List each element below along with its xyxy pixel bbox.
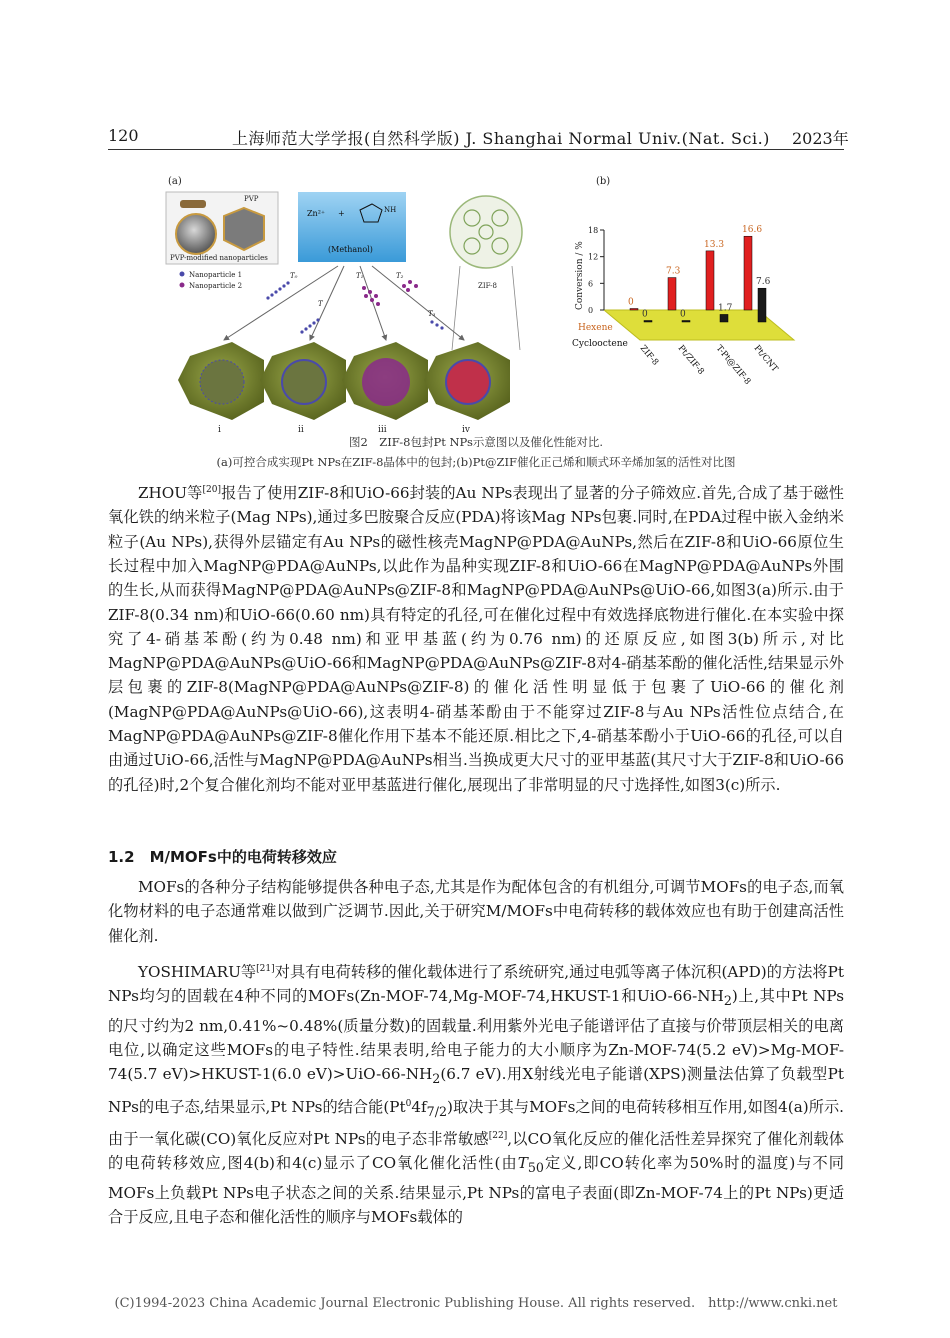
arrow-t: T xyxy=(318,300,323,308)
citation-20: [20] xyxy=(202,485,221,495)
para1-text-1: ZHOU等 xyxy=(138,484,203,503)
para3-text-4: (6.7 eV).用X射线光电子能谱(XPS)测量法估算了负载型Pt NPs的电子态,结果显示,Pt NPs的结合能(Pt xyxy=(108,1065,844,1116)
figure-caption-detail: (a)可控合成实现Pt NPs在ZIF-8晶体中的包封;(b)Pt@ZIF催化正己烯和顺式环辛烯加氢的活性对比图 xyxy=(216,455,736,469)
arrow-t3: T₃ xyxy=(428,310,436,318)
y-tick-label: 0 xyxy=(588,306,594,315)
crystal-iv xyxy=(424,342,510,420)
para3-text-2: 对具有电荷转移的催化载体进行了系统研究,通过电弧等离子体沉积(APD)的方法将Pt NPs均匀的固载在4种不同的MOFs(Zn-MOF-74,Mg-MOF-74,HKUST-1和UiO-66-NH xyxy=(108,963,844,1006)
bar-label-cyclooctene-2: 1.7 xyxy=(718,303,733,314)
t50-subscript: 50 xyxy=(527,1160,544,1176)
row-label-hexene: Hexene xyxy=(578,323,613,333)
page-number: 120 xyxy=(108,126,139,145)
para3-text-1: YOSHIMARU等 xyxy=(138,963,257,982)
np-dots-1 xyxy=(266,281,289,299)
para3-text-5: 4f xyxy=(411,1097,427,1116)
category-label-2: T-Pt@ZIF-8 xyxy=(713,343,753,387)
legend-np1: Nanoparticle 1 xyxy=(189,271,243,279)
para3-text-7: ,以CO氧化反应的催化活性差异探究了催化剂载体的电荷转移效应,图4(b)和4(c)显示了CO氧化催化活性(由 xyxy=(108,1130,844,1173)
bar-label-cyclooctene-0: 0 xyxy=(642,309,648,320)
np-dots-4 xyxy=(402,280,418,292)
header-rule xyxy=(108,149,844,150)
bar-cyclooctene-3 xyxy=(758,288,766,322)
y-tick-label: 12 xyxy=(588,252,599,262)
para1-text-2: 报告了使用ZIF-8和UiO-66封装的Au NPs表现出了显著的分子筛效应.首先,合成了基于磁性氧化铁的纳米粒子(Mag NPs),通过多巴胺聚合反应(PDA)将该Mag NPs包裹.同时,在PDA过程中嵌入金纳米粒子(Au NPs),获得外层锚定有Au NPs的磁性核壳MagNP@PDA@AuNPs,然后在ZIF-8和UiO-66原位生长过程中加入MagNP@PDA@AuNPs,以此作为晶种实现ZIF-8和UiO-66在MagNP@PDA@AuNPs外围的生长,从而获得MagNP@PDA@AuNPs@ZIF-8和MagNP@PDA@AuNPs@UiO-66,如图3(a)所示.由于ZIF-8(0.34 nm)和UiO-66(0.60 nm)具有特定的孔径,可在催化过程中有效选择底物进行催化.在本实验中探究了4-硝基苯酚(约为0.48 nm)和亚甲基蓝(约为0.76 nm)的还原反应,如图3(b)所示,对比MagNP@PDA@AuNPs@UiO-66和MagNP@PDA@AuNPs@ZIF-8对4-硝基苯酚的催化活性,结果显示外层包裹的ZIF-8(MagNP@PDA@AuNPs@ZIF-8)的催化活性明显低于包裹了UiO-66的催化剂(MagNP@PDA@AuNPs@UiO-66),这表明4-硝基苯酚由于不能穿过ZIF-8与Au NPs活性位点结合,在MagNP@PDA@AuNPs@ZIF-8催化作用下基本不能还原.相比之下,4-硝基苯酚小于UiO-66的孔径,可以自由通过UiO-66,活性与MagNP@PDA@AuNPs相当.当换成更大尺寸的亚甲基蓝(其尺寸大于ZIF-8和UiO-66的孔径)时,2个复合催化剂均不能对亚甲基蓝进行催化,展现出了非常明显的尺寸选择性,如图3(c)所示. xyxy=(108,484,844,794)
para3-text-6: )取决于其与MOFs之间的电荷转移相互作用,如图4(a)所示.由于一氧化碳(CO)氧化反应对Pt NPs的电子态非常敏感 xyxy=(108,1097,845,1149)
bar-cyclooctene-1 xyxy=(682,321,690,323)
category-label-1: Pt/ZIF-8 xyxy=(675,343,706,377)
category-label-0: ZIF-8 xyxy=(637,343,661,368)
figure-caption-title: 图2 ZIF-8包封Pt NPs示意图以及催化性能对比. xyxy=(348,435,604,449)
roman-iii: iii xyxy=(378,425,387,435)
roman-i: i xyxy=(218,425,221,435)
year: 2023年 xyxy=(792,129,849,148)
panel-a xyxy=(166,176,522,435)
paragraph-zhou xyxy=(108,478,844,797)
methanol-label: (Methanol) xyxy=(328,245,373,254)
np1-swatch xyxy=(180,272,185,277)
bar-label-cyclooctene-3: 7.6 xyxy=(756,277,771,288)
paragraph-yoshimaru xyxy=(108,957,844,1229)
bar-group xyxy=(630,236,766,322)
journal-title: 上海师范大学学报(自然科学版) J. Shanghai Normal Univ.(Nat. Sci.) xyxy=(232,129,770,148)
para3-text-8: 定义,即CO转化率为50%时的温度)与不同MOFs上负载Pt NPs电子状态之间的关系.结果显示,Pt NPs的富电子表面(即Zn-MOF-74上的Pt NPs)更适合于反应,且电子态和催化活性的顺序与MOFs载体的 xyxy=(108,1154,844,1226)
zoom-lines xyxy=(452,266,520,350)
roman-iv: iv xyxy=(462,425,470,435)
category-labels xyxy=(638,344,780,387)
category-label-3: Pt/CNT xyxy=(751,343,780,375)
svg-text:+: + xyxy=(338,209,345,218)
np2-swatch xyxy=(180,283,185,288)
superscript-pt0: 0 xyxy=(405,1098,412,1109)
panel-b xyxy=(572,176,794,387)
paragraph-mofs: MOFs的各种分子结构能够提供各种电子态,尤其是作为配体包含的有机组分,可调节MOFs的电子态,而氧化物材料的电子态通常难以做到广泛调节.因此,关于研究M/MOFs中电荷转移的载体效应也有助于创建高活性催化剂. xyxy=(108,878,844,945)
zif8-structure xyxy=(450,196,522,268)
row-label-cyclooctene: Cyclooctene xyxy=(572,339,628,349)
nanorod xyxy=(180,200,206,208)
bar-label-hexene-0: 0 xyxy=(628,297,634,308)
arrow-t1: T₁ xyxy=(356,272,364,280)
y-ticks xyxy=(588,226,604,315)
bar-cyclooctene-0 xyxy=(644,321,652,323)
pvp-label: PVP xyxy=(244,195,259,203)
subscript-nh2-b: 2 xyxy=(432,1071,441,1087)
bar-label-hexene-2: 13.3 xyxy=(704,239,725,250)
panel-a-label: (a) xyxy=(168,176,182,187)
para3-text-3: )上,其中Pt NPs的尺寸约为2 nm,0.41%~0.48%(质量分数)的固载量.利用紫外光电子能谱评估了直接与价带顶层相关的电离电位,以确定这些MOFs的电子特性.结果表明,给电子能力的大小顺序为Zn-MOF-74(5.2 eV)>Mg-MOF-74(5.7 eV)>HKUST-1(6.0 eV)>UiO-66-NH xyxy=(108,987,844,1084)
crystal-i xyxy=(178,342,264,420)
subscript-nh2-a: 2 xyxy=(723,993,732,1009)
zn-label: Zn²⁺ xyxy=(307,209,326,218)
zif8-label: ZIF-8 xyxy=(478,282,497,290)
copyright-footer: (C)1994-2023 China Academic Journal Electronic Publishing House. All rights reserved. http://www.cnki.net xyxy=(114,1296,838,1311)
arrow-t0: T₀ xyxy=(290,272,298,280)
y-axis-label: Conversion / % xyxy=(575,241,585,310)
pvp-sphere xyxy=(176,214,216,254)
bar-cyclooctene-2 xyxy=(720,314,728,322)
bar-label-cyclooctene-1: 0 xyxy=(680,309,686,320)
pvp-polyhedron xyxy=(224,208,264,250)
panel-b-label: (b) xyxy=(596,176,611,187)
y-tick-label: 18 xyxy=(588,226,599,235)
citation-22: [22] xyxy=(488,1131,508,1141)
bar-hexene-2 xyxy=(706,251,714,310)
crystal-ii xyxy=(260,342,346,420)
synthesis-arrows xyxy=(224,266,464,340)
arrow-t2: T₂ xyxy=(396,272,404,280)
section-heading: 1.2 M/MOFs中的电荷转移效应 xyxy=(108,848,337,866)
bar-hexene-0 xyxy=(630,309,638,311)
bar-label-hexene-3: 16.6 xyxy=(742,225,763,236)
bar-hexene-1 xyxy=(668,278,676,310)
nh-label: NH xyxy=(384,206,397,214)
y-tick-label: 6 xyxy=(588,279,594,289)
legend-np2: Nanoparticle 2 xyxy=(189,282,243,290)
bar-hexene-3 xyxy=(744,236,752,310)
roman-ii: ii xyxy=(298,425,304,435)
subscript-7-2: 7/2 xyxy=(426,1103,448,1119)
bar-label-hexene-1: 7.3 xyxy=(666,266,681,277)
crystal-iii xyxy=(342,342,428,420)
t50-symbol: T xyxy=(517,1154,528,1173)
figure-2 xyxy=(160,170,800,435)
citation-21: [21] xyxy=(256,964,275,974)
pvp-caption: PVP-modified nanoparticles xyxy=(170,254,268,262)
